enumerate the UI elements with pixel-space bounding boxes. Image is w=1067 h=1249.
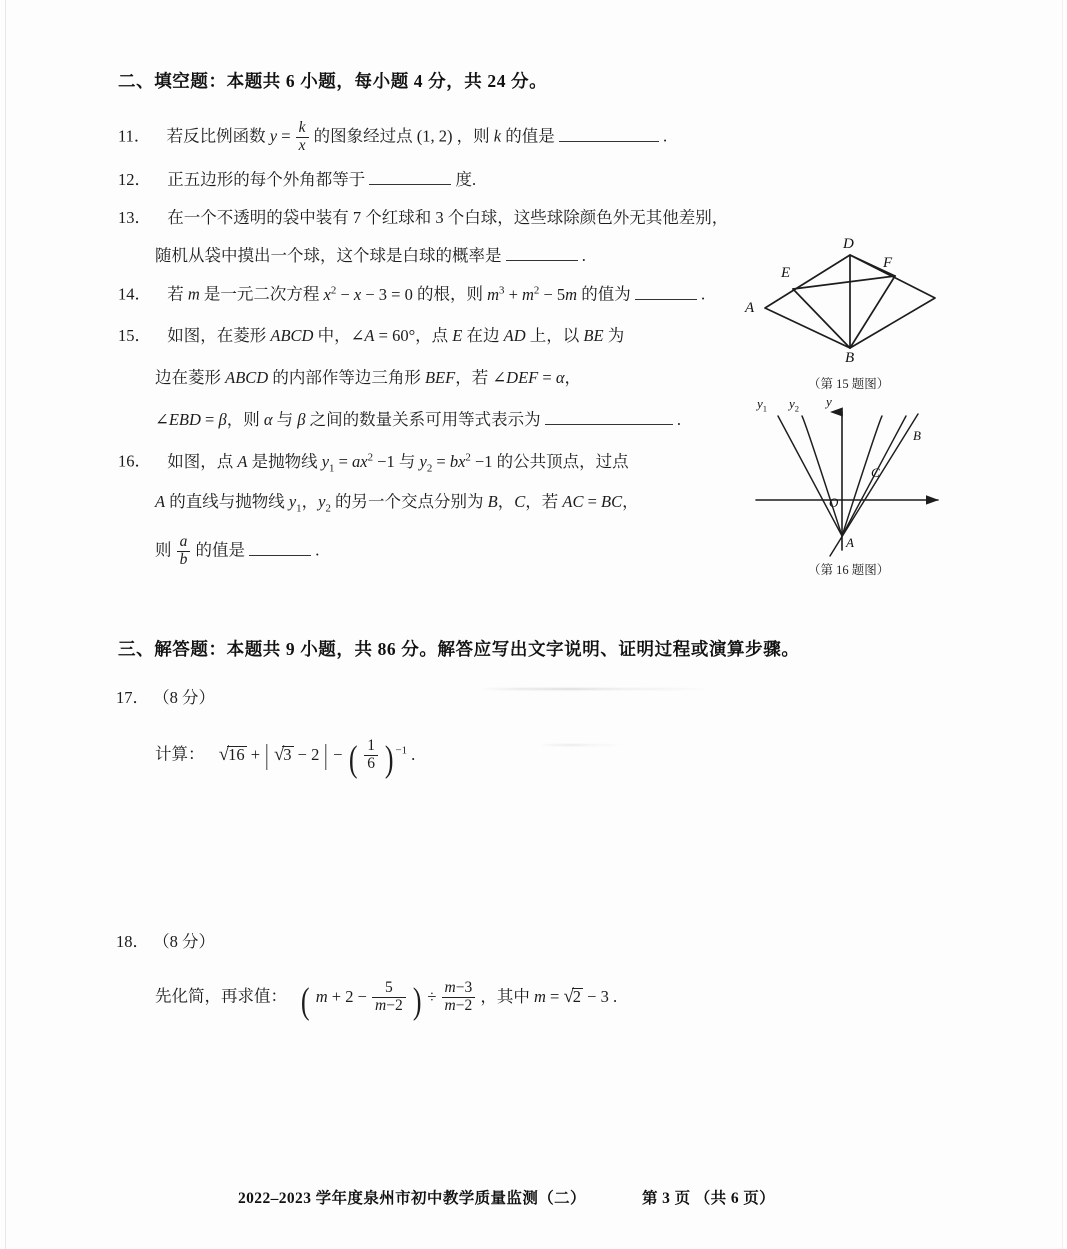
figure-16-label-B: B <box>913 428 921 443</box>
line-through-A-C-B <box>830 414 918 556</box>
question-13-line-1 <box>118 210 728 227</box>
question-13-white-count: 3 <box>435 208 444 227</box>
question-17-expression: √16 + | √3 − 2 | − ( $\frac{1}{6}$ ) $^{-1}$ . <box>218 737 416 780</box>
question-16-fraction <box>177 534 191 569</box>
question-13-text-c: 个白球，这些球除颜色外无其他差别， <box>447 208 729 227</box>
question-18-header <box>116 934 215 951</box>
figure-15-rhombus-diagram <box>735 236 950 366</box>
question-17-points: （8 分） <box>153 688 215 707</box>
fraction-m-minus-3-over-m-minus-2: $\frac{m-3}{m-2}$ <box>442 980 476 1015</box>
question-18-label: 先化简，再求值： <box>155 986 287 1006</box>
question-18-body <box>155 979 618 1022</box>
footer-exam-title: 2022–2023 学年度泉州市初中教学质量监测（二） <box>238 1190 586 1207</box>
question-11 <box>118 120 667 155</box>
sqrt-2: √2 <box>563 985 582 1007</box>
question-16-number: 16． <box>118 451 151 471</box>
figure-15-label-A: A <box>745 300 755 316</box>
question-15-answer-blank[interactable] <box>545 424 673 425</box>
section-fill-in-heading: 二、填空题：本题共 6 小题，每小题 4 分，共 24 分。 <box>118 71 548 91</box>
fraction-five-over-m-minus-2: $\frac{5}{m-2}$ <box>372 980 406 1015</box>
fraction-numerator: a <box>179 533 188 550</box>
question-14-period: . <box>700 284 706 304</box>
sqrt-3: √3 <box>273 743 292 765</box>
question-15-line-1 <box>118 328 624 345</box>
question-13-red-count: 7 <box>352 208 362 227</box>
question-17-number: 17． <box>116 688 149 707</box>
question-11-equals: = <box>281 126 291 146</box>
figure-15-label-B: B <box>845 350 855 366</box>
question-12-number: 12． <box>118 170 151 189</box>
question-17-label: 计算： <box>155 744 205 764</box>
question-11-text-d: 的值是 <box>505 126 555 146</box>
fraction-denominator: x <box>296 137 309 155</box>
fraction-denominator: b <box>177 551 191 569</box>
question-14 <box>118 285 705 303</box>
question-11-var-y: y <box>269 126 278 146</box>
question-13-text-b: 个红球和 <box>365 208 432 227</box>
question-12-text-a: 正五边形的每个外角都等于 <box>167 170 366 189</box>
question-14-var-m: m <box>187 284 200 304</box>
question-15-text-line-1: 如图，在菱形 ABCD 中，∠A = 60°，点 E 在边 AD 上，以 BE 为 <box>167 326 625 345</box>
segment-EB <box>793 289 850 348</box>
question-11-text-c: ，则 <box>456 126 490 146</box>
question-16-line-2 <box>155 494 639 514</box>
question-11-fraction <box>296 120 309 155</box>
segment-EF <box>793 276 895 289</box>
sqrt-16: √16 <box>218 743 245 765</box>
question-14-text-d: 的值为 <box>581 284 631 304</box>
figure-15-caption: （第 15 题图） <box>808 377 890 391</box>
question-11-var-k: k <box>493 126 502 146</box>
question-14-expression: $m^3 + m^2 - 5m$ <box>487 284 578 304</box>
question-16-period: . <box>315 540 320 560</box>
figure-16-label-y-axis: y <box>826 394 832 409</box>
question-12 <box>118 172 476 189</box>
question-13-text-d: 随机从袋中摸出一个球，这个球是白球的概率是 <box>155 246 502 265</box>
question-12-text-b: 度. <box>455 170 477 189</box>
question-13-answer-blank[interactable] <box>506 260 578 261</box>
fraction-one-sixth: $\frac{1}{6}$ <box>364 738 378 773</box>
figure-16-parabola-diagram <box>750 398 950 558</box>
question-15-text-line-3: ∠EBD = β，则 α 与 β 之间的数量关系可用等式表示为 <box>155 410 541 429</box>
question-18-points: （8 分） <box>153 932 215 951</box>
question-11-text-a: 若反比例函数 <box>166 126 266 146</box>
question-18-number: 18． <box>116 932 149 951</box>
question-11-point: (1, 2) <box>416 126 453 146</box>
question-14-text-b: 是一元二次方程 <box>203 284 320 304</box>
segment-BF <box>850 276 895 348</box>
question-13-line-2 <box>155 248 586 265</box>
question-15-number: 15． <box>118 326 151 345</box>
question-14-equation: $x^2 - x - 3 = 0$ <box>323 284 413 304</box>
figure-16-label-y1: $y_1$ <box>757 396 768 414</box>
scan-artifact <box>478 688 710 690</box>
question-14-answer-blank[interactable] <box>635 299 697 300</box>
question-12-answer-blank[interactable] <box>369 184 451 185</box>
figure-16-label-A: A <box>846 535 854 550</box>
question-16-text-line-1: 如图，点 A 是抛物线 $y_1 = ax^2 -1$ 与 $y_2 = bx^2 -1$ 的公共顶点，过点 <box>167 451 629 474</box>
question-13-period: . <box>581 246 586 265</box>
question-15-line-3 <box>155 412 681 429</box>
question-16-line-1 <box>118 452 629 474</box>
question-16-text-line-2: A 的直线与抛物线 $y_1$，$y_2$ 的另一个交点分别为 B，C，若 AC = BC， <box>155 492 639 515</box>
question-13-number: 13． <box>118 208 151 227</box>
question-14-text-a: 若 <box>167 284 184 304</box>
figure-15-label-F: F <box>883 255 893 271</box>
question-11-number: 11． <box>118 126 151 146</box>
question-17-header <box>116 690 215 707</box>
question-18-expression: ( m + 2 − $\frac{5}{m-2}$ ) ÷ $\frac{m-3}{m-2}$ ，其中 m = √2 − 3 . <box>301 979 618 1022</box>
question-11-period: . <box>663 126 668 146</box>
question-14-text-c: 的根，则 <box>416 284 483 304</box>
question-11-answer-blank[interactable] <box>559 141 659 142</box>
figure-16-label-C: C <box>871 465 880 480</box>
fraction-numerator: k <box>298 119 306 136</box>
scan-artifact <box>540 744 622 746</box>
question-16-text-prefix: 则 <box>155 540 172 560</box>
question-15-line-2 <box>155 370 581 387</box>
question-15-text-line-2: 边在菱形 ABCD 的内部作等边三角形 BEF，若 ∠DEF = α， <box>155 368 581 387</box>
figure-16-label-origin: O <box>829 495 839 510</box>
question-14-number: 14． <box>118 284 151 304</box>
figure-16-caption: （第 16 题图） <box>808 563 890 577</box>
section-solve-heading: 三、解答题：本题共 9 小题，共 86 分。解答应写出文字说明、证明过程或演算步骤。 <box>118 639 800 659</box>
footer-page-number: 第 3 页 （共 6 页） <box>642 1190 776 1207</box>
question-16-text-suffix: 的值是 <box>195 540 245 560</box>
figure-16-label-y2: $y_2$ <box>789 396 800 414</box>
question-13-text-a: 在一个不透明的袋中装有 <box>167 208 349 227</box>
question-16-answer-blank[interactable] <box>249 555 311 556</box>
figure-15-label-E: E <box>781 265 791 281</box>
question-17-body <box>155 737 416 780</box>
question-16-line-3 <box>155 534 319 569</box>
question-15-period: . <box>676 410 681 429</box>
question-11-text-b: 的图象经过点 <box>313 126 413 146</box>
figure-15-label-D: D <box>843 236 854 252</box>
